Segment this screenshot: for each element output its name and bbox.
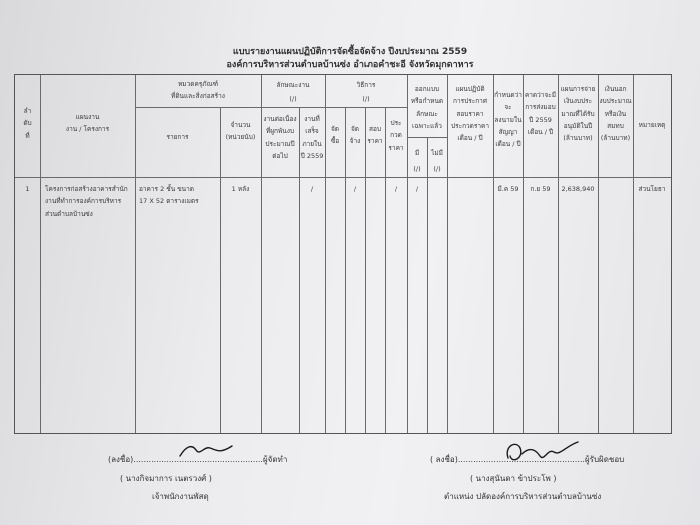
- header-method-bid: ประ กวด ราคา: [388, 119, 404, 152]
- row-delivery: ก.ย 59: [530, 185, 551, 193]
- header-items: รายการ: [166, 133, 189, 141]
- right-signer-name: ( นางสุนันดา ข้าประโพ ): [470, 474, 557, 483]
- header-quantity: จำนวน (หน่วยนับ): [225, 121, 256, 142]
- header-remark: หมายเหตุ: [638, 121, 666, 129]
- header-spec-no-mark: (/): [433, 165, 441, 173]
- left-signature-scribble: [176, 440, 236, 462]
- header-delivery: คาดว่าจะมี การส่งมอบ ปี 2559 เดือน / ปี: [524, 91, 557, 137]
- header-nature: ลักษณะงาน: [276, 81, 310, 89]
- left-signer-name: ( นางกิจมาการ เนตรวงศ์ ): [120, 474, 212, 483]
- header-spec-yes: มี: [414, 149, 420, 157]
- row-remark: ส่วนโยธา: [638, 185, 666, 193]
- header-method-buy: จัด ซื้อ: [330, 125, 340, 146]
- report-title: แบบรายงานแผนปฏิบัติการจัดซื้อจัดจ้าง ปีงบประมาณ 2559: [232, 47, 468, 57]
- row-spec-mark: /: [415, 185, 419, 193]
- row-finish-mark: /: [310, 185, 314, 193]
- header-method-price: สอบ ราคา: [367, 125, 383, 146]
- header-method-hire: จัด จ้าง: [349, 125, 361, 146]
- header-nature-mark: (/): [289, 95, 297, 103]
- header-finish: งานที่ เสร็จ ภายใน ปี 2559: [300, 115, 324, 161]
- header-method-mark: (/): [362, 95, 370, 103]
- row-hire-mark: /: [353, 185, 357, 193]
- row-quantity: 1 หลัง: [231, 185, 250, 193]
- row-no: 1: [25, 185, 30, 193]
- header-spending: แผนการจ่าย เงินงบประ มาณที่ได้รับ อนุมัติในปี (ล้านบาท): [560, 85, 596, 143]
- header-method: วิธีการ: [356, 81, 376, 89]
- header-continuing: งานต่อเนื่อง ที่ผูกพันงบ ประมาณปี ต่อไป: [263, 115, 297, 161]
- row-bid-mark: /: [394, 185, 398, 193]
- header-offbudget: เงินนอก งบประมาณ หรือเงิน สมทบ (ล้านบาท): [599, 85, 632, 143]
- left-signer-position: เจ้าพนักงานพัสดุ: [152, 492, 209, 501]
- row-contract: มี.ค 59: [497, 185, 519, 193]
- organization-title: องค์การบริหารส่วนตำบลบ้านซ่ง อำเภอคำชะอี จังหวัดมุกดาหาร: [226, 60, 474, 70]
- header-category: หมวดครุภัณฑ์ ที่ดินและสิ่งก่อสร้าง: [171, 80, 225, 101]
- header-plan: แผนงาน งาน / โครงการ: [65, 113, 110, 134]
- header-contract: กำหนดว่าจะ ลงนามใน สัญญา เดือน / ปี: [494, 91, 522, 149]
- row-item: อาคาร 2 ชั้น ขนาด 17 X 52 ตารางเมตร: [139, 185, 199, 206]
- header-spec: ออกแบบ หรือกำหนด ลักษณะ เฉพาะแล้ว: [410, 85, 444, 131]
- procurement-table: [14, 74, 672, 434]
- header-announce: แผนปฏิบัติ การประกาศ สอบราคา ประกวดราคา เดือน / ปี: [450, 85, 490, 143]
- row-plan: โครงการก่อสร้างอาคารสำนัก งานที่ทำการองค์การบริหาร ส่วนตำบลบ้านซ่ง: [45, 185, 128, 218]
- header-spec-yes-mark: (/): [413, 165, 421, 173]
- header-spec-no: ไม่มี: [431, 149, 443, 157]
- left-sign-line: (ลงชื่อ)...................................................ผู้จัดทำ: [108, 455, 288, 464]
- row-spending: 2,638,940: [561, 185, 595, 193]
- right-signature-scribble: [500, 436, 580, 470]
- right-signer-position: ตำแหน่ง ปลัดองค์การบริหารส่วนตำบลบ้านซ่ง: [444, 492, 602, 501]
- right-sign-line: ( ลงชื่อ)..................................................ผู้รับผิดชอบ: [430, 455, 625, 464]
- header-no: ลำ ดับ ที่: [23, 107, 32, 140]
